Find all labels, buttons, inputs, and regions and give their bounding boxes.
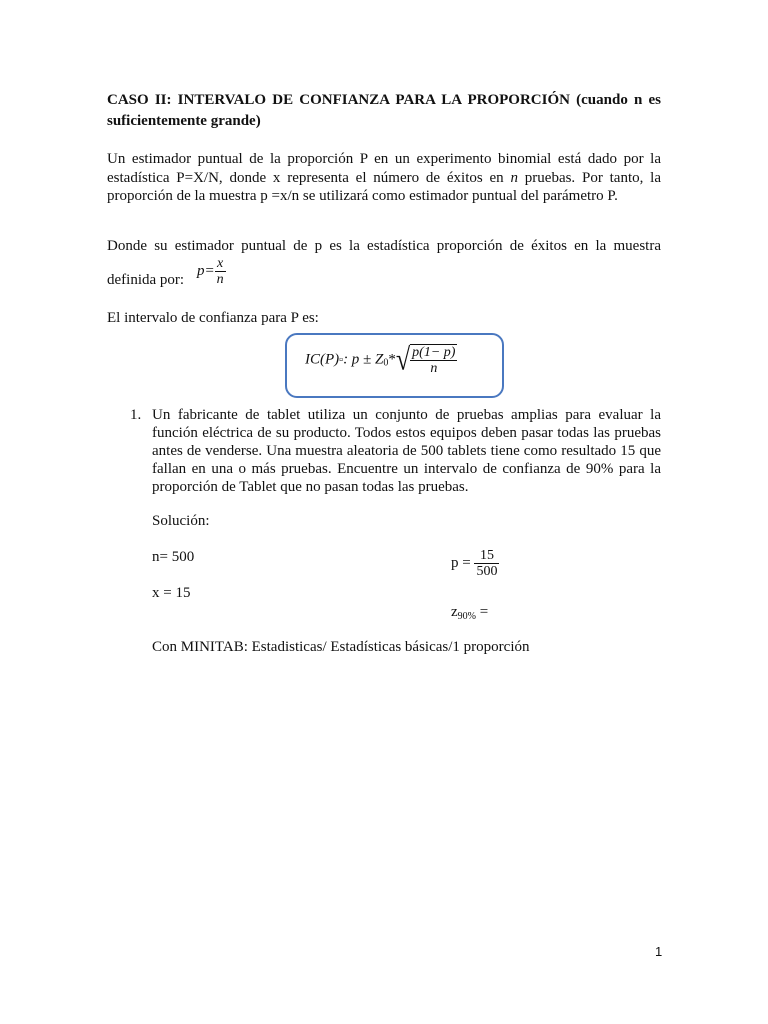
intro-line-2-n: n	[510, 169, 518, 186]
z-formula	[451, 604, 488, 622]
interval-formula-box-glyph: ▫	[339, 354, 344, 366]
solution-label: Solución:	[152, 513, 210, 529]
problem-line-2: función eléctrica de su producto. Todos estos equipos deben pasar todas las pruebas	[152, 425, 661, 441]
interval-formula	[305, 344, 457, 376]
p-formula-fraction	[474, 548, 499, 579]
intro-line-2-b: pruebas. Por tanto, la	[517, 169, 662, 186]
estimator-line-2: definida por:	[107, 272, 185, 288]
problem-line-5: proporción de Tablet que no pasan todas las pruebas.	[152, 479, 469, 495]
estimator-formula-fraction	[215, 256, 226, 287]
intro-line-1: Un estimador puntual de la proporción P en un experimento binomial está dado por la	[107, 151, 661, 167]
z-label: z	[451, 604, 458, 620]
section-title	[107, 90, 661, 132]
problem-statement	[152, 406, 661, 496]
intro-paragraph	[107, 150, 661, 206]
p-formula-label: p =	[451, 555, 471, 571]
estimator-paragraph	[107, 237, 661, 256]
problem-line-4: fallan en una o más pruebas. Encuentre un intervalo de confianza de 90% para la	[152, 461, 661, 477]
estimator-line-1: Donde su estimador puntual de p es la estadística proporción de éxitos en la muestra	[107, 238, 661, 254]
z-equals: =	[476, 604, 489, 620]
interval-formula-den: n	[430, 361, 438, 376]
intro-line-2	[107, 169, 661, 188]
section-title-line-1: CASO II: INTERVALO DE CONFIANZA PARA LA PROPORCIÓN (cuando n es	[107, 92, 661, 108]
p-formula-num: 15	[474, 548, 499, 564]
problem-line-3: antes de venderse. Una muestra aleatoria de 500 tablets tiene como resultado 15 que	[152, 443, 661, 459]
estimator-formula-lhs: p=	[197, 263, 215, 279]
estimator-formula-num: x	[215, 256, 226, 272]
estimator-formula	[197, 256, 226, 287]
interval-formula-num: p(1− p)	[412, 345, 456, 360]
interval-formula-sub: 0	[383, 357, 389, 369]
section-title-line-2: suficientemente grande)	[107, 113, 261, 129]
z-subscript: 90%	[457, 611, 477, 622]
interval-formula-lhs: IC(P)	[305, 351, 340, 368]
intro-line-2-a: estadística P=X/N, donde x representa el número de éxitos en	[107, 169, 511, 186]
n-value: n= 500	[152, 549, 195, 565]
estimator-formula-den: n	[216, 272, 224, 287]
x-value: x = 15	[152, 585, 191, 601]
problem-line-1: Un fabricante de tablet utiliza un conjunto de pruebas amplias para evaluar la	[152, 407, 661, 423]
interval-formula-sqrt-body	[410, 344, 457, 376]
intro-line-3: proporción de la muestra p =x/n se utilizará como estimador puntual del parámetro P.	[107, 188, 618, 204]
page-number: 1	[655, 944, 663, 959]
problem-number: 1.	[130, 407, 142, 423]
p-formula-den: 500	[476, 564, 498, 579]
sqrt-radical-icon: √	[395, 342, 411, 377]
interval-formula-fraction	[410, 345, 457, 376]
interval-formula-sqrt	[396, 344, 458, 376]
interval-intro: El intervalo de confianza para P es:	[107, 310, 319, 326]
interval-formula-star: *	[388, 351, 396, 368]
minitab-instructions: Con MINITAB: Estadisticas/ Estadísticas básicas/1 proporción	[152, 639, 530, 655]
p-formula	[451, 548, 499, 579]
interval-formula-mid: : p ± Z	[343, 351, 384, 368]
